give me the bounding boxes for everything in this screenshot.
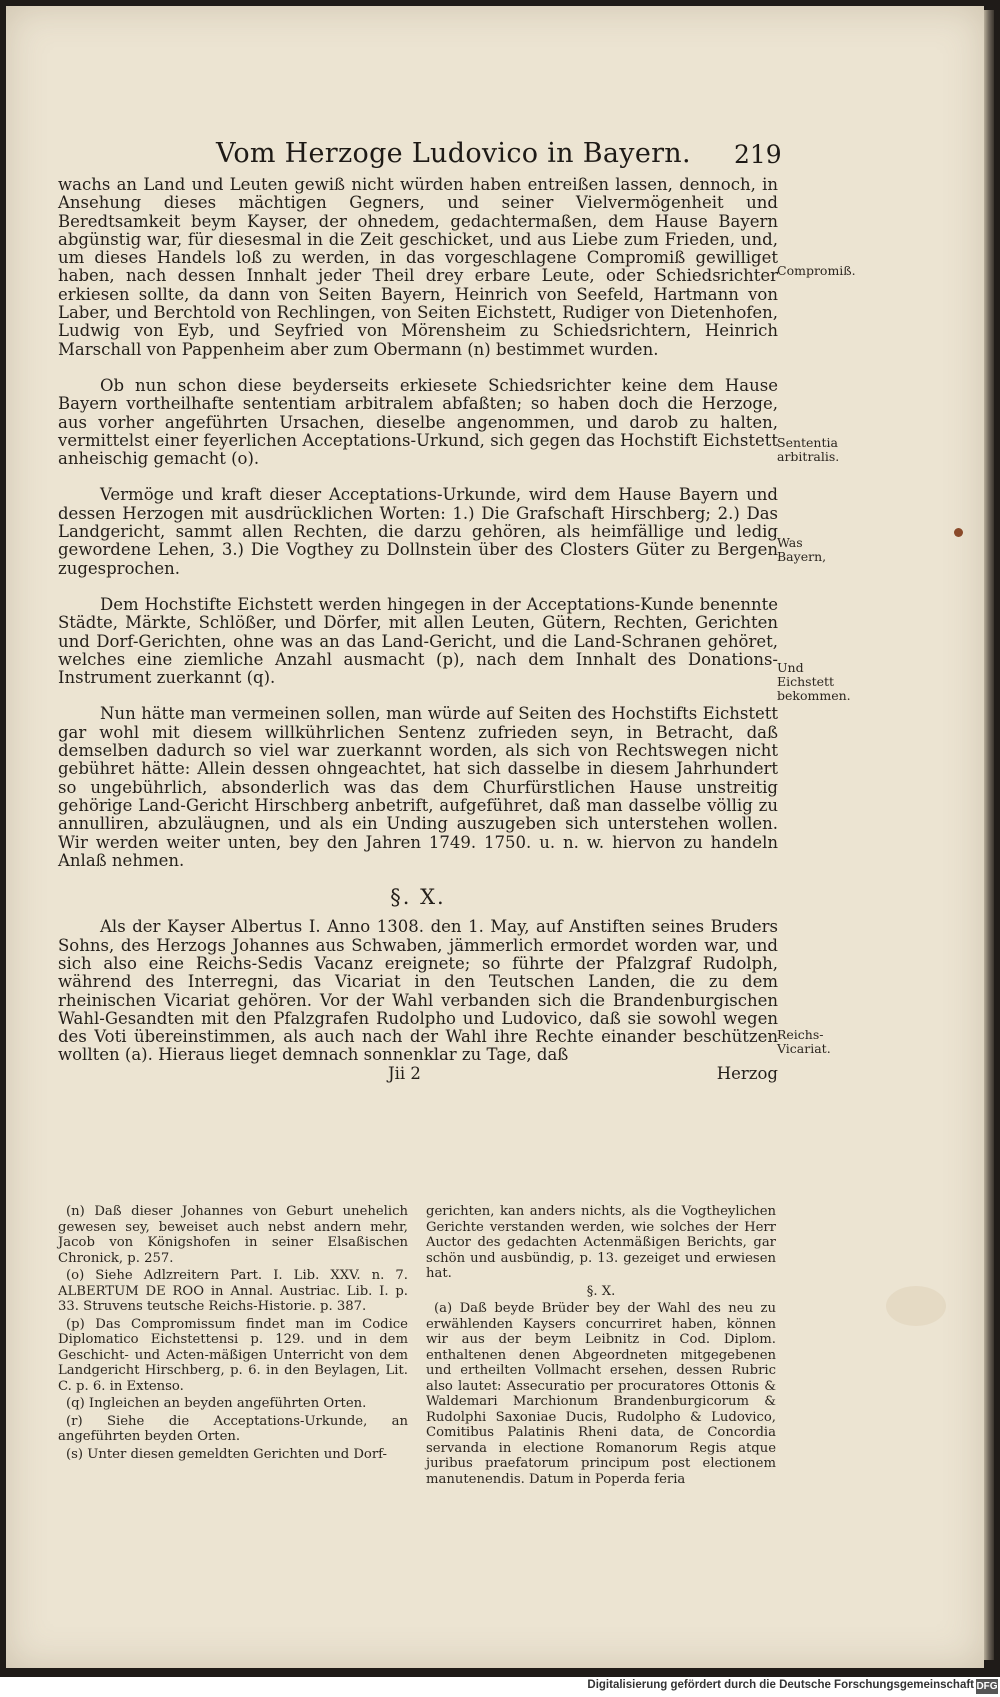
footnotes-left-column bbox=[58, 1204, 408, 1464]
margin-note-was-bayern: Was Bayern, bbox=[777, 535, 827, 564]
digitization-footer bbox=[0, 1677, 1000, 1697]
margin-note-eichstett: Und Eichstett bekommen. bbox=[777, 660, 851, 703]
paragraph-2: Ob nun schon diese beyderseits erkiesete Schiedsrichter keine dem Hause Bayern vortheilhafte sententiam arbitralem abfaßten; so haben doch die Herzoge, aus vorher angeführten Ursachen, dieselbe angenommen, und darob zu halten, vermittelst einer feyerlichen Acceptations-Urkund, sich gegen das Hochstift Eichstett anheischig gemacht (o). bbox=[58, 375, 778, 469]
footer-credit: Digitalisierung gefördert durch die Deutsche Forschungsgemeinschaft bbox=[587, 1679, 974, 1691]
main-text bbox=[58, 176, 778, 1083]
section-heading: §. X. bbox=[390, 885, 446, 910]
footnote-p: (p) Das Compromissum findet man im Codice Diplomatico Eichstettensi p. 129. und in dem Geschicht- und Acten-mäßigen Unterricht von dem Landgericht Hirschberg, p. 6. in den Beylagen, Lit. C. p. 6. in Extenso. bbox=[58, 1316, 408, 1394]
margin-note-compromiss: Compromiß. bbox=[777, 263, 856, 278]
footnote-o: (o) Siehe Adlzreitern Part. I. Lib. XXV. n. 7. ALBERTUM DE ROO in Annal. Austriac. Lib. I. p. 33. Struvens teutsche Reichs-Historie. p. 387. bbox=[58, 1268, 408, 1314]
page-edge bbox=[984, 10, 994, 1660]
show-through-text bbox=[770, 150, 950, 1050]
ink-spot bbox=[954, 528, 963, 537]
signature-mark: Jii 2 bbox=[388, 1063, 421, 1083]
footnote-s-continuation: gerichten, kan anders nichts, als die Vogtheylichen Gerichte verstanden werden, wie solches der Herr Auctor des gedachten Actenmäßigen Berichts, gar schön und ausbündig, p. 13. gezeiget und erwiesen hat. bbox=[426, 1204, 776, 1281]
section-paragraph: Als der Kayser Albertus I. Anno 1308. den 1. May, auf Anstiften seines Bruders Sohns, des Herzogs Johannes aus Schwaben, jämmerlich ermordet worden war, und sich also eine Reichs-Sedis Vacanz ereignete; so führte der Pfalzgraf Rudolph, während des Interregni, das Vicariat in den Teutschen Landen, die zu dem rheinischen Vicariat gehören. Vor der Wahl verbanden sich die Brandenburgischen Wahl-Gesandten mit den Pfalzgrafen Rudolpho und Ludovico, daß sie sowohl wegen des Voti übereinstimmen, als auch nach der Wahl ihre Rechte einander beschützen wollten (a). Hieraus lieget demnach sonnenklar zu Tage, daß bbox=[58, 917, 778, 1065]
footnote-section-heading: §. X. bbox=[586, 1283, 616, 1299]
footnote-r: (r) Siehe die Acceptations-Urkunde, an angeführten beyden Orten. bbox=[58, 1413, 408, 1444]
footnotes-right-column bbox=[426, 1204, 776, 1489]
page-footer-line bbox=[58, 1065, 778, 1083]
paper-stain bbox=[886, 1286, 946, 1326]
margin-note-sententia: Sententia arbitralis. bbox=[777, 435, 840, 464]
footnote-n: (n) Daß dieser Johannes von Geburt unehelich gewesen sey, beweiset auch nebst andern mehr, Jacob von Königshofen in seiner Elsaßischen Chronick, p. 257. bbox=[58, 1204, 408, 1266]
paragraph-5: Nun hätte man vermeinen sollen, man würde auf Seiten des Hochstifts Eichstett gar wohl mit diesem willkührlichen Sentenz zufrieden seyn, in Betracht, daß demselben dadurch so viel war zuerkannt worden, als sich von Rechtswegen nicht gebühret hätte: Allein dessen ohngeachtet, hat sich dasselbe in diesem Jahrhundert so ungebührlich, absonderlich was das dem Churfürstlichen Hause unstreitig gehörige Land-Gericht Hirschberg anbetrift, aufgeführet, daß man dasselbe völlig zu annulliren, abzuläugnen, und als ein Unding auszugeben sich unterstehen wollen. Wir werden weiter unten, bey den Jahren 1749. 1750. u. n. w. hiervon zu handeln Anlaß nehmen. bbox=[58, 704, 778, 870]
footnote-q: (q) Ingleichen an beyden angeführten Orten. bbox=[66, 1396, 367, 1411]
paragraph-3: Vermöge und kraft dieser Acceptations-Urkunde, wird dem Hause Bayern und dessen Herzogen mit ausdrücklichen Worten: 1.) Die Grafschaft Hirschberg; 2.) Das Landgericht, sammt allen Rechten, die darzu gehören, als heimfällige und ledig gewordene Lehen, 3.) Die Vogthey zu Dollnstein über des Closters Güter zu Bergen zugesprochen. bbox=[58, 485, 778, 578]
paragraph-1: wachs an Land und Leuten gewiß nicht würden haben entreißen lassen, dennoch, in Ansehung dieses mächtigen Gegners, und seiner Vielvermögenheit und Beredtsamkeit beym Kayser, der ohnedem, gedachtermaßen, dem Hause Bayern abgünstig war, für diesesmal in die Zeit geschicket, und aus Liebe zum Frieden, und, um dieses Handels loß zu werden, in das vorgeschlagene Compromiß gewilliget haben, nach dessen Innhalt jeder Theil drey erbare Leute, oder Schiedsrichter erkiesen sollte, da dann von Seiten Bayern, Heinrich von Seefeld, Hartmann von Laber, und Berchtold von Rechlingen, von Seiten Eichstett, Rudiger von Dietenhofen, Ludwig von Eyb, und Seyfried von Mörensheim zu Schiedsrichtern, Heinrich Marschall von Pappenheim aber zum Obermann (n) bestimmet wurden. bbox=[58, 175, 778, 359]
footnote-a: (a) Daß beyde Brüder bey der Wahl des neu zu erwählenden Kaysers concurriret haben, können wir aus der beym Leibnitz in Cod. Diplom. enthaltenen denen Abgeordneten mitgegebenen und ertheilten Vollmacht ersehen, dessen Rubric also lautet: Assecuratio per procuratores Ottonis & Waldemari Marchionum Brandenburgicorum & Rudolphi Saxoniae Ducis, Rudolpho & Ludovico, Comitibus Palatinis Rheni data, de Concordia servanda in electione Romanorum Regis atque juribus praefatorum principum post electionem manutenendis. Datum in Poperda feria bbox=[426, 1301, 776, 1487]
footnote-s: (s) Unter diesen gemeldten Gerichten und Dorf- bbox=[66, 1446, 388, 1462]
running-head: Vom Herzoge Ludovico in Bayern. bbox=[216, 138, 691, 169]
paragraph-4: Dem Hochstifte Eichstett werden hingegen in der Acceptations-Kunde benennte Städte, Märkte, Schlößer, und Dörfer, mit allen Leuten, Gütern, Rechten, Gerichten und Dorf-Gerichten, ohne was an das Land-Gericht, und die Land-Schranen gehöret, welches eine ziemliche Anzahl ausmacht (p), nach dem Innhalt des Donations-Instrument zuerkannt (q). bbox=[58, 594, 778, 688]
margin-note-reichs-vicariat: Reichs-Vicariat. bbox=[777, 1027, 831, 1056]
page-number: 219 bbox=[734, 140, 782, 169]
dfg-logo-icon: DFG bbox=[976, 1681, 998, 1692]
catchword: Herzog bbox=[716, 1063, 778, 1083]
